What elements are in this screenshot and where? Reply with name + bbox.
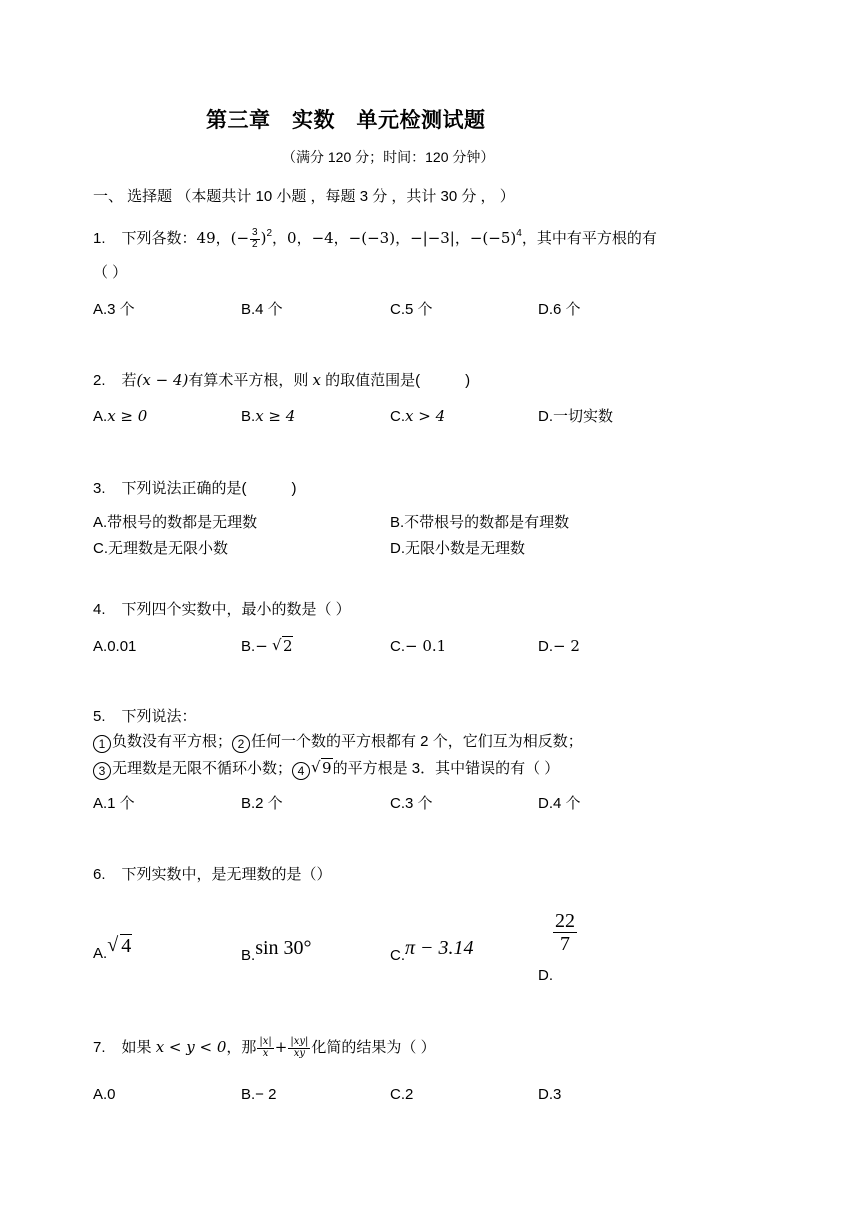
- option-d[interactable]: D. $\frac{22}{7}$: [538, 910, 575, 984]
- option-a[interactable]: A.3 个: [93, 301, 135, 318]
- option-a[interactable]: A.0: [93, 1086, 116, 1103]
- exam-meta: （满分 120 分；时间：120 分钟）: [282, 149, 495, 165]
- option-b[interactable]: B.不带根号的数都是有理数: [390, 514, 570, 531]
- question-number: 1.: [93, 229, 106, 247]
- option-d[interactable]: D.无限小数是无理数: [390, 540, 526, 557]
- option-b[interactable]: B.− 2: [241, 1086, 277, 1103]
- page-title: 第三章 实数 单元检测试题: [206, 109, 486, 132]
- option-c[interactable]: C.3 个: [390, 795, 433, 812]
- circled-1: 1: [93, 735, 111, 753]
- exponent: 4: [516, 227, 522, 239]
- question-text: 下列四个实数中，最小的数是（ ）: [121, 601, 351, 618]
- option-a[interactable]: A.x ≥ 0: [93, 407, 148, 425]
- option-b[interactable]: B.4 个: [241, 301, 283, 318]
- option-c[interactable]: C.5 个: [390, 301, 433, 318]
- math-variable: x: [312, 371, 321, 389]
- number-list: ，0，−4，−(−3)，−|−3|，−(−5): [272, 228, 517, 247]
- option-d[interactable]: D.3: [538, 1086, 562, 1103]
- option-a[interactable]: A.√ 4: [93, 936, 132, 961]
- statement-line-2: 3 无理数是无限不循环小数； 4√ 9的平方根是 3．其中错误的有（ ）: [93, 761, 559, 780]
- fraction-3-2: $\frac{3}{2}$: [252, 227, 258, 250]
- sqrt-symbol: √ 2: [272, 639, 294, 654]
- math-expression: (x − 4): [136, 371, 189, 389]
- question-3: [93, 481, 297, 496]
- question-number: 3.: [93, 480, 106, 497]
- question-5: [93, 709, 197, 724]
- plus-sign: +: [274, 1037, 288, 1056]
- question-number: 6.: [93, 866, 106, 883]
- option-d[interactable]: D.一切实数: [538, 408, 614, 425]
- option-a[interactable]: A.0.01: [93, 638, 137, 655]
- question-number: 5.: [93, 708, 106, 725]
- question-text-tail: ，其中有平方根的有: [521, 229, 657, 247]
- sqrt-symbol: √ 9: [311, 761, 333, 776]
- question-2: [93, 373, 470, 388]
- question-text: 化简的结果为（ ）: [311, 1038, 436, 1056]
- circled-2: 2: [232, 735, 250, 753]
- circled-4: 4: [292, 762, 310, 780]
- question-text: 下列说法：: [121, 708, 197, 725]
- option-c[interactable]: C.− 0.1: [390, 637, 447, 655]
- option-c[interactable]: C.x > 4: [390, 407, 446, 425]
- question-text: 如果: [121, 1038, 152, 1056]
- question-7: [93, 1037, 436, 1059]
- question-text: 下列说法正确的是( ): [121, 480, 297, 497]
- option-c[interactable]: C.π − 3.14: [390, 937, 474, 964]
- option-a[interactable]: A.带根号的数都是无理数: [93, 514, 258, 531]
- answer-paren: （ ）: [93, 264, 128, 281]
- option-d[interactable]: D.6 个: [538, 301, 581, 318]
- question-1: 1. 下列各数：49，(− $\frac{3}{2}$ )$^2$，0，−4，−(−3)，−|−3|，$-(-5)^4$，其中有平方根的有: [93, 227, 657, 250]
- question-text: 有算术平方根，则: [188, 372, 309, 389]
- question-text: ，那: [226, 1038, 257, 1056]
- option-b[interactable]: B.2 个: [241, 795, 283, 812]
- section-heading: 一、 选择题 （本题共计 10 小题 ，每题 3 分 ，共计 30 分 ， ）: [93, 188, 515, 205]
- question-text: 下列实数中，是无理数的是（）: [121, 866, 332, 883]
- question-text: 若: [121, 372, 137, 389]
- question-6: [93, 867, 332, 882]
- circled-3: 3: [93, 762, 111, 780]
- option-b[interactable]: B.− √ 2: [241, 639, 293, 654]
- question-number: 4.: [93, 601, 106, 618]
- option-c[interactable]: C.2: [390, 1086, 414, 1103]
- sqrt-symbol: √ 4: [107, 936, 132, 956]
- fraction-abs-x: $\frac{|x|}{x}$: [259, 1036, 272, 1059]
- option-d[interactable]: D.4 个: [538, 795, 581, 812]
- fraction-abs-xy: $\frac{|xy|}{xy}$: [290, 1036, 309, 1059]
- number-49: 49，: [196, 228, 231, 247]
- option-c[interactable]: C.无理数是无限小数: [93, 540, 229, 557]
- option-d[interactable]: D.− 2: [538, 637, 580, 655]
- question-number: 2.: [93, 372, 106, 389]
- question-text: 下列各数：: [121, 229, 197, 247]
- question-number: 7.: [93, 1038, 106, 1056]
- option-b[interactable]: B.x ≥ 4: [241, 407, 296, 425]
- option-b[interactable]: B.sin 30°: [241, 937, 312, 964]
- statement-line-1: 1 负数没有平方根； 2 任何一个数的平方根都有 2 个，它们互为相反数；: [93, 734, 583, 753]
- option-a[interactable]: A.1 个: [93, 795, 135, 812]
- question-text: 的取值范围是( ): [325, 372, 471, 389]
- question-4: [93, 602, 351, 617]
- condition: x < y < 0: [155, 1037, 227, 1056]
- fraction-22-7: $\frac{22}{7}$: [555, 910, 575, 955]
